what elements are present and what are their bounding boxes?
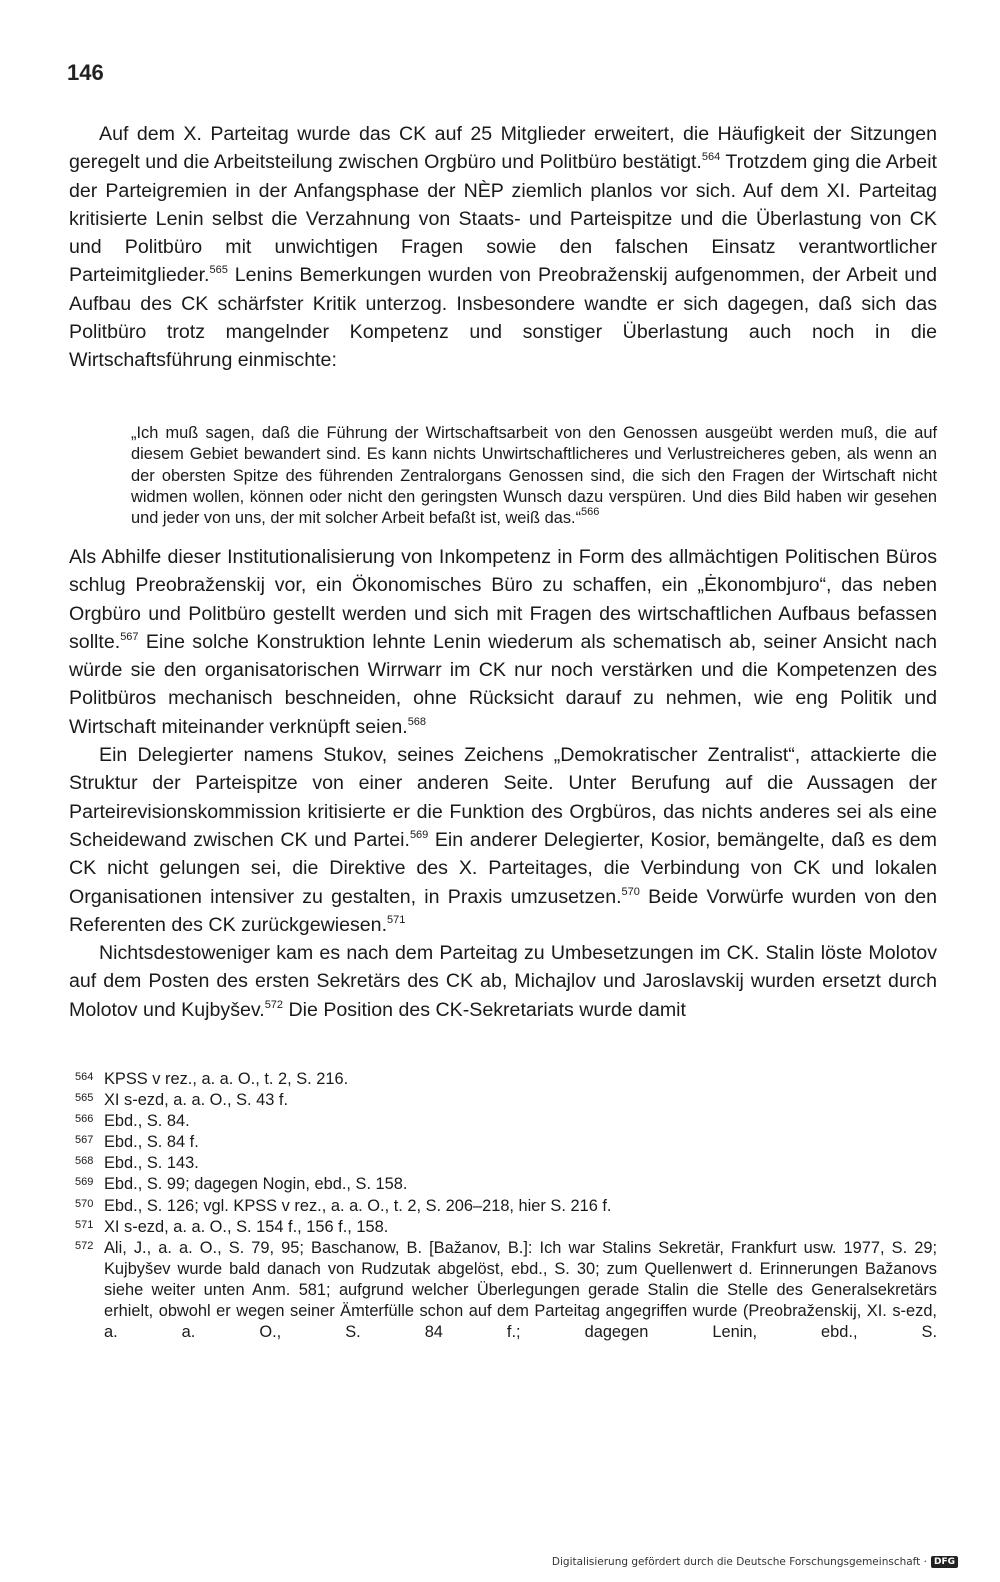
footnote-number: 572 [75,1239,94,1252]
footnote-text: XI s-ezd, a. a. O., S. 154 f., 156 f., 158. [104,1217,389,1236]
footnote-reference: 572 [264,998,284,1011]
text-run: Lenins Bemerkungen wurden von Preobraženskij aufgenommen, der Arbeit und Aufbau des CK schärfster Kritik unterzog. Insbesondere wandte er sich dagegen, daß sich das Politbüro trotz mangelnder Kompetenz und sonstiger Überlastung auch noch in die Wirtschaftsführung einmischte: [69,264,937,372]
footnote [75,1090,937,1111]
body-text-bottom [69,543,937,1024]
dfg-logo-icon: DFG [931,1556,958,1568]
footnote-text: Ebd., S. 84 f. [104,1133,199,1152]
text-run: Beide Vorwürfe wurden von den Referenten des CK zurückgewiesen. [69,885,937,936]
paragraph [69,120,937,375]
footnotes [75,1069,937,1343]
footnote-number: 566 [75,1113,94,1126]
paragraph [69,741,937,939]
footnote [75,1153,937,1174]
footnote-number: 571 [75,1218,94,1231]
body-text-top [69,120,937,375]
paragraph [69,543,937,741]
text-run: Nichtsdestoweniger kam es nach dem Parteitag zu Umbesetzungen im CK. Stalin löste Molotov auf dem Posten des ersten Sekretärs des CK ab, Michajlov und Jaroslavskij wurden ersetzt durch Molotov und Kujbyšev. [69,942,937,1021]
footnote-reference: 570 [621,885,640,898]
text-run: „Ich muß sagen, daß die Führung der Wirtschaftsarbeit von den Genossen ausgeübt werden muß, die auf diesem Gebiet bewandert sind. Es kann nichts Unwirtschaftlicheres und Verlustreicheres geben, als wenn an der obersten Spitze des führenden Zentralorgans Genossen sind, die sich den Fragen der Wirtschaft nicht widmen wollen, können oder nicht den geringsten Wunsch dazu verspüren. Und dies Bild haben wir gesehen und jeder von uns, der mit solcher Arbeit befaßt ist, weiß das.“ [131,424,937,528]
footnote-text: Ebd., S. 84. [104,1112,190,1131]
footnote [75,1217,937,1238]
footnote [75,1132,937,1153]
footnote-number: 569 [75,1176,94,1189]
footnote-reference: 564 [701,151,721,164]
footnote-text: Ebd., S. 99; dagegen Nogin, ebd., S. 158. [104,1175,408,1194]
footer-text: Digitalisierung gefördert durch die Deutsche Forschungsgemeinschaft · [551,1556,927,1568]
footnote [75,1174,937,1195]
text-run: Ein anderer Delegierter, Kosior, bemängelte, daß es dem CK nicht gelungen sei, die Direktive des X. Parteitages, die Verbindung von CK und lokalen Organisationen intensiver zu gestalten, in Praxis umzusetzen. [69,828,937,908]
footnote-reference: 565 [209,264,228,277]
footnote-number: 567 [75,1134,94,1147]
page-number: 146 [67,60,104,85]
paragraph [69,939,937,1024]
footnote [75,1111,937,1132]
text-run: Auf dem X. Parteitag wurde das CK auf 25 Mitglieder erweitert, die Häufigkeit der Sitzungen geregelt und die Arbeitsteilung zwischen Orgbüro und Politbüro bestätigt. [69,123,937,174]
footnote-number: 565 [75,1092,94,1105]
footnote-number: 564 [75,1071,94,1083]
digitization-footer [552,1556,958,1568]
footnote-reference: 567 [120,630,139,643]
footnote-reference: 568 [407,715,427,728]
quote-paragraph [131,423,937,529]
footnote-number: 568 [75,1155,94,1168]
footnote-text: XI s-ezd, a. a. O., S. 43 f. [104,1091,289,1110]
footnote-text: Ebd., S. 126; vgl. KPSS v rez., a. a. O., t. 2, S. 206–218, hier S. 216 f. [104,1196,612,1215]
text-run: Ein Delegierter namens Stukov, seines Zeichens „Demokratischer Zentralist“, attackierte die Struktur der Parteispitze von einer anderen Seite. Unter Berufung auf die Aussagen der Parteirevisionskommission kritisierte er die Funktion des Orgbüros, das nichts anderes sei als eine Scheidewand zwischen CK und Partei. [69,744,937,851]
footnote-reference: 566 [581,506,600,519]
text-run: Eine solche Konstruktion lehnte Lenin wiederum als schematisch ab, seiner Ansicht nach würde sie den organisatorischen Wirrwarr im CK nur noch verstärken und die Kompetenzen des Politbüros mechanisch beschneiden, ohne Rücksicht darauf zu nehmen, wie eng Politik und Wirtschaft miteinander verknüpft seien. [69,630,937,738]
footnote-number: 570 [75,1197,94,1210]
footnote [75,1196,937,1217]
footnote-reference: 569 [409,828,429,841]
footnote-reference: 571 [387,913,406,926]
footnote [75,1238,937,1343]
footnote [75,1069,937,1090]
text-run: Als Abhilfe dieser Institutionalisierung von Inkompetenz in Form des allmächtigen Politischen Büros schlug Preobraženskij vor, ein Ökonomisches Büro zu schaffen, ein „Ėkonombjuro“, das neben Orgbüro und Politbüro gestellt werden und sich mit Fragen des wirtschaftlichen Aufbaus befassen sollte. [69,546,937,653]
footnote-text: Ebd., S. 143. [104,1154,199,1173]
text-run: Die Position des CK-Sekretariats wurde damit [283,998,686,1021]
footnote-text: Ali, J., a. a. O., S. 79, 95; Baschanow, B. [Bažanov, B.]: Ich war Stalins Sekretär, Frankfurt usw. 1977, S. 29; Kujbyšev wurde bald danach von Rudzutak abgelöst, ebd., S. 30; zum Quellenwert d. Erinnerungen Bažanovs siehe weiter unten Anm. 581; aufgrund welcher Überlegungen gerade Stalin die Stelle des Generalsekretärs erhielt, obwohl er wegen seiner Ämterfülle schon auf dem Parteitag angegriffen wurde (Preobraženskij, XI. s-ezd, a. a. O., S. 84 f.; dagegen Lenin, ebd., S. [104,1238,937,1342]
footnote-text: KPSS v rez., a. a. O., t. 2, S. 216. [104,1070,349,1088]
block-quote [131,423,937,529]
text-run: Trotzdem ging die Arbeit der Parteigremien in der Anfangsphase der NÈP ziemlich planlos vor sich. Auf dem XI. Parteitag kritisierte Lenin selbst die Verzahnung von Staats- und Parteispitze und die Überlastung von CK und Politbüro mit unwichtigen Fragen sowie den falschen Einsatz verantwortlicher Parteimitglieder. [69,151,937,287]
